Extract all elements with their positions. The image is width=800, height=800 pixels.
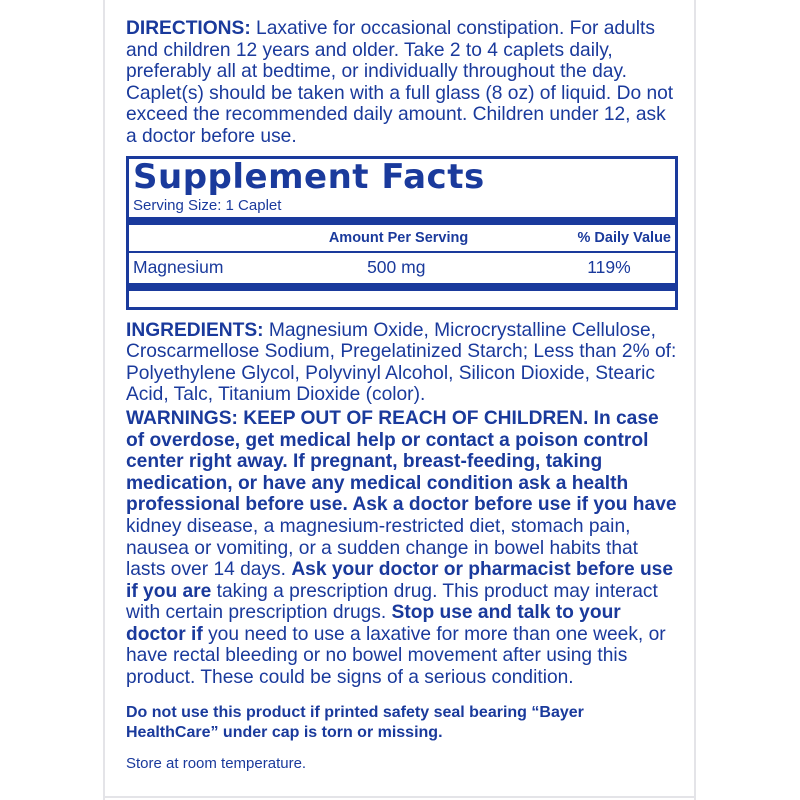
warnings-text-2: taking a prescription drug. This product may interact with certain prescription drugs. <box>126 580 658 624</box>
directions-label: DIRECTIONS: <box>126 18 251 39</box>
supplement-facts-title: Supplement Facts <box>133 156 485 197</box>
warnings-text-3: you need to use a laxative for more than one week, or have rectal bleeding or no bowel movement after using this product. These could be signs of a serious condition. <box>126 623 666 689</box>
warnings-bold-2: Ask your doctor or pharmacist before use if you are <box>126 559 674 602</box>
page-border-right <box>694 0 696 800</box>
seal-notice: Do not use this product if printed safety seal bearing “Bayer HealthCare” under cap is torn or missing. <box>126 703 584 741</box>
thick-rule <box>129 217 675 225</box>
warnings-bold-3: Stop use and talk to your doctor if <box>126 602 621 645</box>
nutrient-amount: 500 mg <box>367 257 426 278</box>
warnings-section <box>126 408 678 689</box>
nutrient-daily-value: 119% <box>587 257 631 278</box>
ingredients-label: INGREDIENTS: <box>126 319 264 341</box>
directions-section <box>126 18 678 148</box>
nutrient-name: Magnesium <box>133 257 224 278</box>
label-panel <box>126 18 678 773</box>
page-border-bottom <box>103 796 696 798</box>
serving-size: Serving Size: 1 Caplet <box>133 196 282 214</box>
warnings-text-1: kidney disease, a magnesium-restricted diet, stomach pain, nausea or vomiting, or a sudden change in bowel habits that lasts over 14 days. <box>126 515 639 581</box>
amount-per-serving-header: Amount Per Serving <box>328 229 469 246</box>
warnings-bold-1: WARNINGS: KEEP OUT OF REACH OF CHILDREN. In case of overdose, get medical help or contact a poison control center right away. If pregnant, breast-feeding, taking medication, or have any medical condition ask a health professional before use. Ask a doctor before use if you have <box>126 407 677 516</box>
bottom-thick-rule <box>129 283 675 291</box>
ingredients-text: Magnesium Oxide, Microcrystalline Cellulose, Croscarmellose Sodium, Pregelatinized Starch; Less than 2% of: Polyethylene Glycol, Polyvinyl Alcohol, Silicon Dioxide, Stearic Acid, Talc, Titanium Dioxide (color). <box>126 319 677 406</box>
supplement-facts-box <box>126 156 678 310</box>
directions-text: Laxative for occasional constipation. For adults and children 12 years and older. Take 2 to 4 caplets daily, preferably all at bedtime, or individually throughout the day. Caplet(s) should be taken with a full glass (8 oz) of liquid. Do not exceed the recommended daily amount. Children under 12, ask a doctor before use. <box>126 18 674 147</box>
page-border-left <box>103 0 105 800</box>
facts-header-row <box>129 225 675 251</box>
daily-value-header: % Daily Value <box>577 229 671 246</box>
facts-row-magnesium <box>129 253 675 283</box>
storage-note: Store at room temperature. <box>126 754 307 772</box>
ingredients-section <box>126 320 678 406</box>
